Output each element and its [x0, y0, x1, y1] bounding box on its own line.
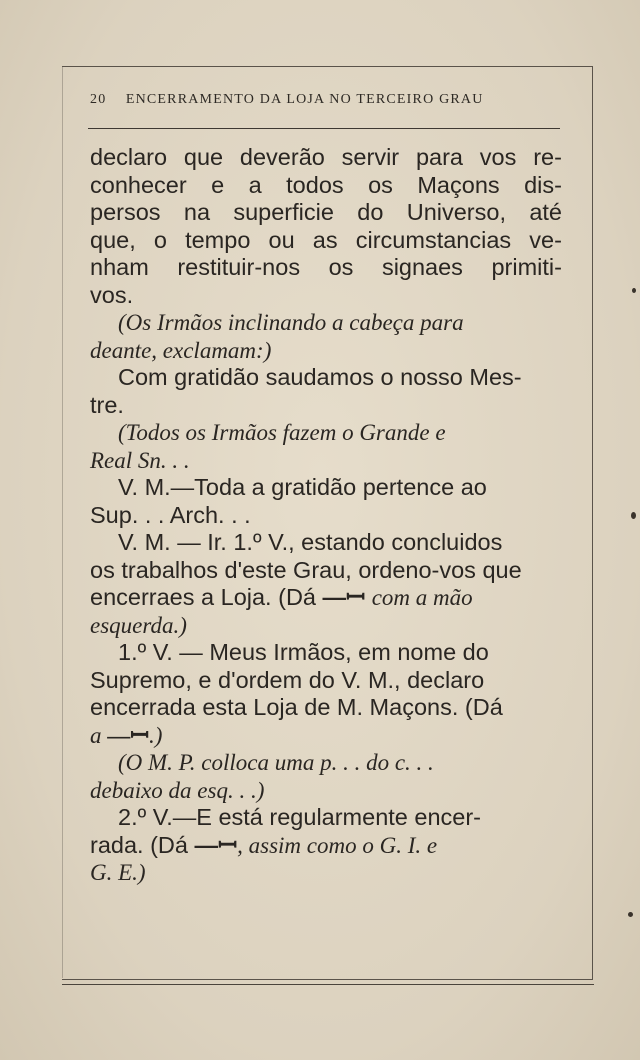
text-line: vos. [90, 281, 134, 308]
text-line: Sup. . . Arch. . . [90, 501, 251, 528]
stage-direction: G. E.) [90, 860, 146, 885]
paper-speck [628, 912, 633, 917]
running-header [90, 92, 560, 108]
text-line: declaro que deverão servir para vos re- [90, 144, 562, 170]
mallet-symbol: —ꟷ [107, 722, 149, 748]
body-text [90, 144, 562, 887]
stage-direction: esquerda.) [90, 612, 187, 638]
text-line: persos na superficie do Universo, até [90, 199, 562, 225]
stage-direction: (Os Irmãos inclinando a cabeça para [118, 310, 464, 335]
text-line: conhecer e a todos os Maçons dis- [90, 171, 562, 198]
text-line: Supremo, e d'ordem do V. M., declaro [90, 666, 485, 693]
text-line: V. M.—Toda a gratidão pertence ao [118, 474, 487, 500]
mallet-symbol: —ꟷ [322, 584, 366, 610]
text-line: nham restituir-nos os signaes primiti- [90, 254, 562, 280]
text-line: Com gratidão saudamos o nosso Mes- [118, 364, 522, 390]
stage-direction: deante, exclamam:) [90, 337, 272, 363]
text-line: os trabalhos d'este Grau, ordeno-vos que [90, 556, 522, 583]
text-line: 2.º V.—E está regularmente encer- [118, 804, 482, 830]
stage-direction: debaixo da esq. . .) [90, 777, 265, 803]
text-line: a —ꟷ.) [90, 722, 163, 748]
text-line: V. M. — Ir. 1.º V., estando concluidos [118, 529, 503, 555]
bottom-rule [62, 984, 594, 985]
text-line: 1.º V. — Meus Irmãos, em nome do [118, 639, 489, 665]
mallet-symbol: —ꟷ [194, 831, 238, 858]
paper-speck [632, 288, 636, 293]
text-line: encerrada esta Loja de M. Maçons. (Dá [90, 694, 503, 720]
paper-speck [631, 512, 636, 519]
header-rule [88, 128, 560, 129]
text-line: encerraes a Loja. (Dá —ꟷ com a mão [90, 584, 473, 610]
stage-direction: (Todos os Irmãos fazem o Grande e [118, 420, 446, 445]
text-line: que, o tempo ou as circumstancias ve- [90, 226, 562, 253]
page-border-left [62, 66, 63, 978]
text-line: rada. (Dá —ꟷ, assim como o G. I. e [90, 831, 438, 858]
text-line: tre. [90, 391, 124, 418]
stage-direction: (O M. P. colloca uma p. . . do c. . . [118, 750, 434, 775]
stage-direction: Real Sn. . . [90, 447, 190, 473]
page-number: 20 [90, 92, 107, 107]
running-title: ENCERRAMENTO DA LOJA NO TERCEIRO GRAU [125, 92, 484, 107]
